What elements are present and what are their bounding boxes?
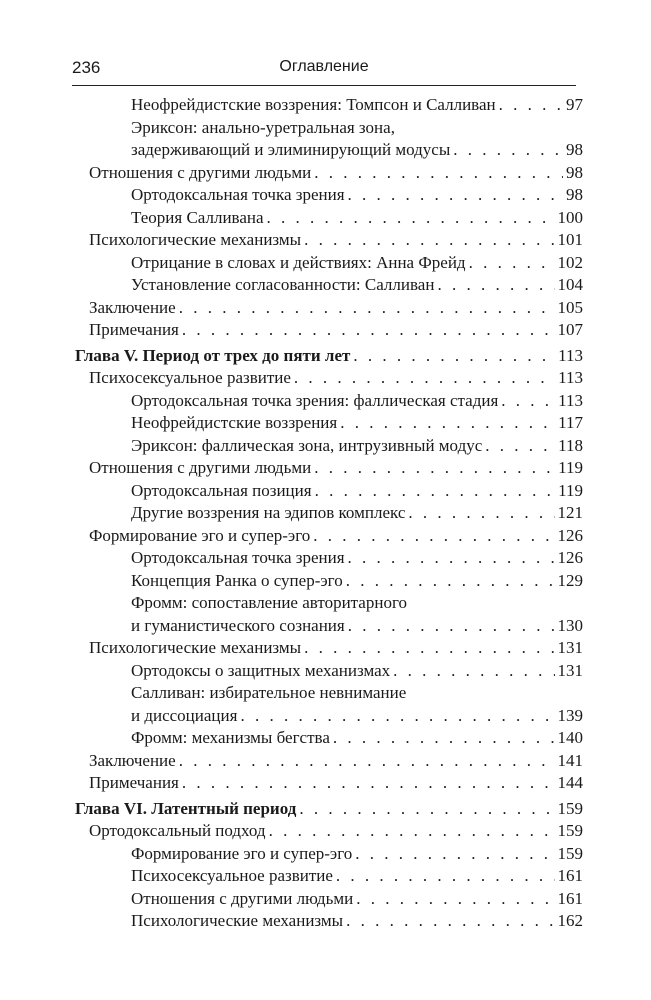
toc-entry-title: Неофрейдистские воззрения (131, 413, 338, 432)
dot-leader (501, 390, 555, 413)
toc-entry-title: Отношения с другими людьми (89, 162, 312, 182)
dot-leader (315, 480, 556, 503)
toc-entry (75, 888, 583, 911)
header-rule (72, 85, 576, 86)
toc-entry (75, 390, 583, 413)
toc-entry-title: Другие воззрения на эдипов комплекс (131, 503, 406, 522)
toc-page-number: 113 (558, 345, 583, 365)
toc-page-number: 129 (557, 570, 583, 590)
toc-page-number: 140 (557, 728, 583, 747)
toc-entry-title: Ортодоксальная точка зрения: фаллическая стадия (131, 390, 499, 410)
dot-leader (408, 502, 554, 525)
toc-entry (75, 660, 583, 683)
dot-leader (304, 229, 554, 252)
toc-chapter (75, 798, 583, 821)
toc-entry (75, 252, 583, 275)
toc-entry (75, 367, 583, 390)
toc-entry-title: Психосексуальное развитие (131, 866, 333, 885)
toc-page-number: 113 (558, 390, 583, 410)
toc-entry-title: Фромм: сопоставление авторитарного (131, 593, 407, 612)
toc-entry-title: Салливан: избирательное невнимание (131, 683, 407, 702)
toc-entry-title: Ортодоксальная точка зрения (131, 548, 345, 567)
toc-page-number: 119 (558, 458, 583, 477)
dot-leader (294, 367, 555, 390)
toc-page-number: 97 (566, 95, 583, 114)
toc-entry-title: Эриксон: анально-уретральная зона, (131, 117, 395, 137)
toc-entry (75, 750, 583, 773)
toc-page-number: 161 (557, 866, 583, 885)
toc-page-number: 159 (557, 798, 583, 818)
toc-chapter (75, 345, 583, 368)
dot-leader (267, 207, 555, 230)
toc-entry (75, 435, 583, 458)
toc-entry-title: Концепция Ранка о супер-эго (131, 570, 343, 590)
toc-entry-title: Ортодоксальная точка зрения (131, 185, 345, 204)
toc-entry-title: Глава V. Период от трех до пяти лет (75, 345, 351, 365)
toc-page-number: 161 (557, 888, 583, 908)
dot-leader (304, 637, 554, 660)
dot-leader (353, 345, 555, 368)
toc-entry-title: задерживающий и элиминирующий модусы (131, 140, 451, 159)
toc-page-number: 131 (557, 638, 583, 657)
toc-entry-title: Примечания (89, 320, 179, 339)
dot-leader (269, 820, 555, 843)
toc-entry-title: Психологические механизмы (89, 638, 302, 657)
dot-leader (336, 865, 555, 888)
toc-page-number: 101 (557, 230, 583, 249)
toc-page-number: 105 (557, 297, 583, 317)
dot-leader (356, 888, 554, 911)
toc-entry-title: Установление согласованности: Салливан (131, 275, 435, 294)
toc-entry-title: Фромм: механизмы бегства (131, 728, 330, 747)
toc-entry (75, 637, 583, 660)
toc-entry-title: Ортодоксы о защитных механизмах (131, 660, 391, 680)
toc-entry-title: Ортодоксальная позиция (131, 480, 312, 500)
dot-leader (485, 435, 555, 458)
dot-leader (314, 457, 555, 480)
dot-leader (346, 910, 554, 933)
dot-leader (348, 615, 555, 638)
toc-entry-title: Заключение (89, 750, 176, 770)
toc-entry (75, 162, 583, 185)
running-title: Оглавление (279, 58, 369, 75)
dot-leader (333, 727, 555, 750)
toc-page-number: 162 (557, 911, 583, 930)
toc-entry-title: Формирование эго и супер-эго (131, 843, 353, 863)
toc-entry-title: Отношения с другими людьми (131, 888, 354, 908)
dot-leader (453, 139, 563, 162)
toc-entry-title: Примечания (89, 773, 179, 792)
dot-leader (393, 660, 554, 683)
toc-entry (75, 502, 583, 525)
toc-page-number: 139 (557, 705, 583, 725)
toc-page-number: 130 (557, 615, 583, 635)
toc-page-number: 117 (558, 413, 583, 432)
toc-page-number: 119 (558, 480, 583, 500)
toc-entry (75, 865, 583, 888)
toc-entry (75, 207, 583, 230)
toc-entry (75, 727, 583, 750)
toc-entry-title: Психологические механизмы (131, 911, 344, 930)
toc-entry (75, 592, 583, 637)
dot-leader (314, 162, 563, 185)
dot-leader (346, 570, 555, 593)
dot-leader (348, 184, 563, 207)
toc-entry-title: Психосексуальное развитие (89, 368, 291, 387)
toc-entry (75, 682, 583, 727)
toc-entry (75, 910, 583, 933)
toc-entry-title: и гуманистического сознания (131, 615, 345, 635)
dot-leader (240, 705, 554, 728)
toc-entry-title: Эриксон: фаллическая зона, интрузивный модус (131, 435, 483, 455)
toc-entry-title: Отрицание в словах и действиях: Анна Фрейд (131, 252, 466, 272)
toc-entry (75, 843, 583, 866)
toc-page-number: 159 (557, 843, 583, 863)
toc-entry (75, 570, 583, 593)
toc-entry-title: Заключение (89, 297, 176, 317)
toc-page-number: 98 (566, 185, 583, 204)
toc-page-number: 98 (566, 162, 583, 182)
dot-leader (340, 412, 555, 435)
toc-entry-title: Психологические механизмы (89, 230, 302, 249)
dot-leader (355, 843, 554, 866)
toc-entry-title: и диссоциация (131, 705, 238, 725)
toc-entry-title: Ортодоксальный подход (89, 821, 266, 840)
toc-page-number: 159 (557, 821, 583, 840)
toc-entry-title: Формирование эго и супер-эго (89, 525, 311, 545)
toc-page-number: 141 (557, 750, 583, 770)
dot-leader (499, 94, 563, 117)
toc-entry (75, 457, 583, 480)
toc-page-number: 126 (557, 525, 583, 545)
dot-leader (313, 525, 554, 548)
toc-entry (75, 480, 583, 503)
toc-entry (75, 274, 583, 297)
toc-page-number: 102 (557, 252, 583, 272)
dot-leader (469, 252, 555, 275)
toc-entry (75, 184, 583, 207)
toc-entry (75, 94, 583, 117)
toc-page-number: 131 (557, 660, 583, 680)
toc-page-number: 104 (557, 275, 583, 294)
toc-page-number: 98 (566, 140, 583, 159)
toc-entry (75, 772, 583, 795)
dot-leader (437, 274, 554, 297)
toc-entry (75, 547, 583, 570)
page-number: 236 (72, 58, 101, 77)
toc-page-number: 144 (557, 773, 583, 792)
toc-entry-title: Неофрейдистские воззрения: Томпсон и Салливан (131, 95, 496, 114)
toc-entry (75, 229, 583, 252)
toc-page-number: 121 (557, 503, 583, 522)
toc-entry-title: Глава VI. Латентный период (75, 798, 297, 818)
table-of-contents (75, 94, 583, 933)
toc-page-number: 118 (558, 435, 583, 455)
toc-page-number: 126 (557, 548, 583, 567)
dot-leader (299, 798, 554, 821)
dot-leader (179, 750, 555, 773)
toc-entry (75, 412, 583, 435)
dot-leader (179, 297, 555, 320)
dot-leader (348, 547, 555, 570)
toc-page-number: 107 (557, 320, 583, 339)
toc-entry-title: Отношения с другими людьми (89, 458, 312, 477)
toc-entry (75, 297, 583, 320)
toc-entry (75, 820, 583, 843)
toc-entry (75, 525, 583, 548)
dot-leader (182, 319, 555, 342)
page-header (72, 56, 576, 84)
toc-entry (75, 319, 583, 342)
toc-page-number: 113 (558, 368, 583, 387)
dot-leader (182, 772, 555, 795)
toc-page-number: 100 (557, 207, 583, 227)
toc-entry-title: Теория Салливана (131, 207, 264, 227)
toc-entry (75, 117, 583, 162)
